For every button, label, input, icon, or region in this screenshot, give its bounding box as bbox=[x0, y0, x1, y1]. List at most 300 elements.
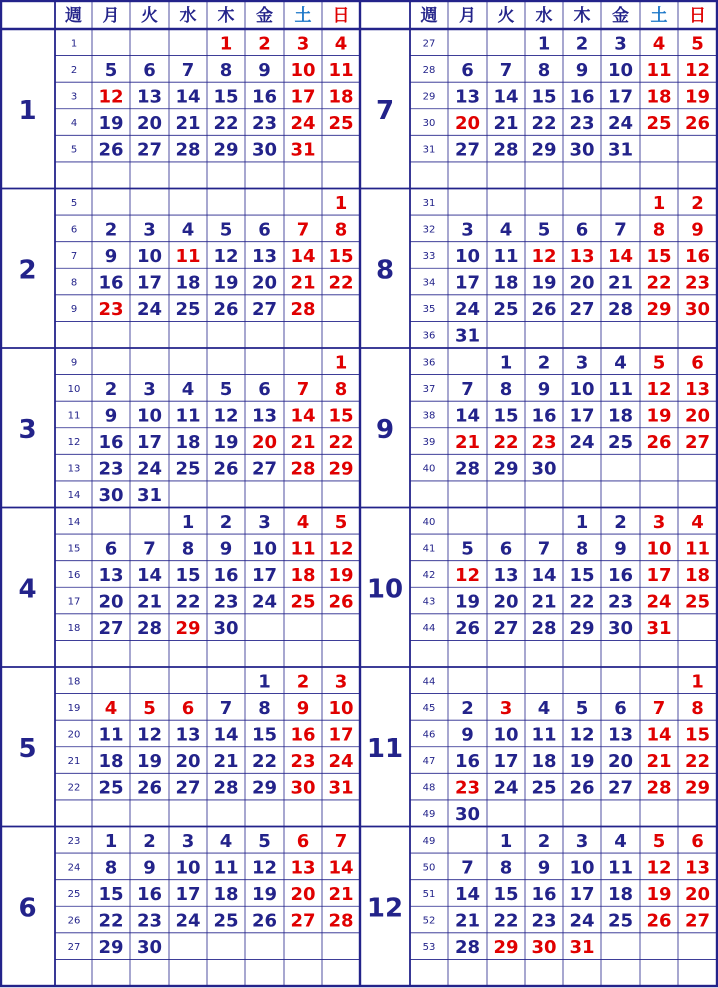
week-number: 14 bbox=[67, 490, 81, 502]
day-cell: 29 bbox=[175, 618, 201, 640]
day-cell: 12 bbox=[328, 538, 354, 560]
day-cell: 23 bbox=[531, 432, 557, 454]
day-cell: 12 bbox=[98, 86, 124, 108]
day-cell: 16 bbox=[607, 564, 634, 586]
day-cell: 10 bbox=[646, 538, 672, 560]
week-number: 39 bbox=[422, 437, 436, 449]
day-cell: 27 bbox=[251, 458, 278, 480]
day-cell: 13 bbox=[251, 405, 278, 427]
day-cell: 10 bbox=[136, 245, 163, 267]
day-cell: 1 bbox=[499, 830, 513, 852]
day-cell: 30 bbox=[684, 299, 711, 321]
day-cell: 5 bbox=[691, 33, 704, 55]
day-cell: 12 bbox=[684, 59, 711, 81]
day-cell: 29 bbox=[251, 777, 278, 799]
week-number: 42 bbox=[422, 569, 436, 581]
day-cell: 21 bbox=[454, 910, 481, 932]
day-cell: 30 bbox=[213, 618, 239, 640]
week-number: 12 bbox=[67, 437, 81, 449]
day-cell: 5 bbox=[143, 697, 156, 719]
day-cell: 18 bbox=[328, 86, 354, 108]
week-number: 18 bbox=[67, 623, 81, 635]
day-cell: 1 bbox=[575, 511, 589, 533]
day-cell: 25 bbox=[290, 591, 316, 613]
day-cell: 9 bbox=[219, 538, 233, 560]
day-cell: 20 bbox=[569, 272, 595, 294]
day-cell: 3 bbox=[143, 378, 156, 400]
day-cell: 24 bbox=[136, 299, 163, 321]
week-number: 26 bbox=[67, 915, 81, 927]
day-cell: 26 bbox=[251, 910, 278, 932]
day-cell: 22 bbox=[213, 113, 239, 135]
day-cell: 16 bbox=[98, 272, 124, 294]
week-number: 7 bbox=[70, 250, 78, 262]
day-cell: 7 bbox=[143, 538, 156, 560]
day-cell: 27 bbox=[493, 618, 519, 640]
day-cell: 28 bbox=[136, 618, 163, 640]
day-cell: 30 bbox=[531, 458, 557, 480]
day-cell: 17 bbox=[251, 564, 278, 586]
day-cell: 11 bbox=[531, 724, 557, 746]
day-cell: 4 bbox=[219, 830, 233, 852]
day-cell: 2 bbox=[691, 192, 704, 214]
day-cell: 18 bbox=[175, 272, 201, 294]
day-cell: 22 bbox=[98, 910, 124, 932]
week-number: 28 bbox=[422, 64, 436, 76]
day-cell: 5 bbox=[219, 378, 233, 400]
day-cell: 7 bbox=[461, 857, 474, 879]
day-cell: 10 bbox=[328, 697, 354, 719]
day-cell: 9 bbox=[691, 219, 704, 241]
week-number: 44 bbox=[422, 623, 436, 635]
day-cell: 7 bbox=[499, 59, 513, 81]
header-day-right-0: 月 bbox=[459, 6, 476, 26]
day-cell: 19 bbox=[684, 86, 711, 108]
day-cell: 31 bbox=[607, 139, 634, 161]
day-cell: 1 bbox=[219, 33, 233, 55]
day-cell: 13 bbox=[290, 857, 316, 879]
day-cell: 15 bbox=[646, 245, 672, 267]
week-number: 4 bbox=[70, 118, 78, 130]
day-cell: 9 bbox=[296, 697, 310, 719]
day-cell: 1 bbox=[258, 671, 271, 693]
day-cell: 11 bbox=[684, 538, 711, 560]
day-cell: 1 bbox=[104, 830, 118, 852]
week-number: 49 bbox=[422, 835, 436, 847]
day-cell: 16 bbox=[290, 724, 316, 746]
day-cell: 21 bbox=[454, 432, 481, 454]
day-cell: 12 bbox=[136, 724, 163, 746]
week-number: 36 bbox=[422, 357, 436, 369]
day-cell: 3 bbox=[614, 33, 627, 55]
day-cell: 4 bbox=[334, 33, 348, 55]
day-cell: 4 bbox=[181, 378, 195, 400]
day-cell: 30 bbox=[290, 777, 316, 799]
day-cell: 24 bbox=[175, 910, 201, 932]
day-cell: 13 bbox=[684, 378, 711, 400]
day-cell: 11 bbox=[493, 245, 519, 267]
day-cell: 2 bbox=[219, 511, 233, 533]
day-cell: 18 bbox=[684, 564, 711, 586]
day-cell: 2 bbox=[537, 352, 551, 374]
day-cell: 15 bbox=[328, 405, 354, 427]
day-cell: 3 bbox=[334, 671, 348, 693]
day-cell: 24 bbox=[493, 777, 519, 799]
day-cell: 15 bbox=[531, 86, 557, 108]
day-cell: 14 bbox=[328, 857, 354, 879]
day-cell: 6 bbox=[575, 219, 589, 241]
header-day-right-1: 火 bbox=[497, 6, 515, 26]
day-cell: 21 bbox=[493, 113, 519, 135]
day-cell: 20 bbox=[251, 272, 278, 294]
day-cell: 18 bbox=[290, 564, 316, 586]
day-cell: 28 bbox=[493, 139, 519, 161]
day-cell: 21 bbox=[531, 591, 557, 613]
week-number: 21 bbox=[67, 756, 81, 768]
day-cell: 22 bbox=[251, 751, 278, 773]
day-cell: 19 bbox=[251, 883, 278, 905]
week-number: 50 bbox=[422, 862, 436, 874]
week-number: 31 bbox=[422, 144, 436, 156]
day-cell: 4 bbox=[181, 219, 195, 241]
day-cell: 11 bbox=[175, 405, 201, 427]
header-day-left-2: 水 bbox=[179, 6, 197, 26]
day-cell: 23 bbox=[98, 458, 124, 480]
day-cell: 3 bbox=[652, 511, 666, 533]
week-number: 37 bbox=[422, 383, 436, 395]
day-cell: 3 bbox=[461, 219, 474, 241]
day-cell: 17 bbox=[136, 272, 163, 294]
day-cell: 24 bbox=[646, 591, 672, 613]
day-cell: 7 bbox=[296, 219, 310, 241]
day-cell: 4 bbox=[652, 33, 666, 55]
day-cell: 18 bbox=[646, 86, 672, 108]
day-cell: 6 bbox=[499, 538, 513, 560]
day-cell: 16 bbox=[98, 432, 124, 454]
day-cell: 31 bbox=[646, 618, 672, 640]
day-cell: 1 bbox=[652, 192, 666, 214]
day-cell: 1 bbox=[334, 192, 348, 214]
day-cell: 27 bbox=[569, 299, 595, 321]
day-cell: 26 bbox=[328, 591, 354, 613]
day-cell: 6 bbox=[181, 697, 195, 719]
day-cell: 8 bbox=[499, 857, 513, 879]
week-number: 3 bbox=[70, 91, 78, 103]
day-cell: 4 bbox=[296, 511, 310, 533]
day-cell: 13 bbox=[607, 724, 634, 746]
day-cell: 25 bbox=[684, 591, 711, 613]
day-cell: 1 bbox=[537, 33, 551, 55]
week-number: 16 bbox=[67, 569, 81, 581]
month-label-6: 6 bbox=[18, 893, 37, 924]
week-number: 10 bbox=[67, 383, 81, 395]
day-cell: 25 bbox=[493, 299, 519, 321]
day-cell: 16 bbox=[136, 883, 163, 905]
day-cell: 2 bbox=[143, 830, 156, 852]
month-label-1: 1 bbox=[18, 95, 37, 126]
day-cell: 3 bbox=[499, 697, 513, 719]
week-number: 46 bbox=[422, 729, 436, 741]
day-cell: 14 bbox=[607, 245, 634, 267]
day-cell: 17 bbox=[493, 751, 519, 773]
day-cell: 17 bbox=[569, 405, 595, 427]
day-cell: 11 bbox=[607, 378, 634, 400]
week-number: 36 bbox=[422, 330, 436, 342]
day-cell: 18 bbox=[175, 432, 201, 454]
day-cell: 31 bbox=[328, 777, 354, 799]
week-number: 17 bbox=[67, 596, 81, 608]
day-cell: 10 bbox=[569, 378, 595, 400]
day-cell: 20 bbox=[454, 113, 481, 135]
day-cell: 21 bbox=[607, 272, 634, 294]
day-cell: 25 bbox=[213, 910, 239, 932]
day-cell: 28 bbox=[290, 458, 316, 480]
day-cell: 14 bbox=[454, 883, 481, 905]
day-cell: 16 bbox=[531, 405, 557, 427]
day-cell: 6 bbox=[691, 830, 704, 852]
day-cell: 28 bbox=[454, 937, 481, 959]
week-number: 9 bbox=[70, 357, 78, 369]
day-cell: 19 bbox=[569, 751, 595, 773]
day-cell: 19 bbox=[98, 113, 124, 135]
day-cell: 18 bbox=[531, 751, 557, 773]
day-cell: 17 bbox=[569, 883, 595, 905]
day-cell: 11 bbox=[328, 59, 354, 81]
day-cell: 24 bbox=[454, 299, 481, 321]
header-day-right-5: 土 bbox=[650, 6, 668, 26]
day-cell: 9 bbox=[461, 724, 474, 746]
day-cell: 21 bbox=[290, 272, 316, 294]
day-cell: 18 bbox=[98, 751, 124, 773]
week-number: 52 bbox=[422, 915, 436, 927]
month-label-7: 7 bbox=[375, 95, 395, 126]
day-cell: 7 bbox=[219, 697, 233, 719]
day-cell: 29 bbox=[493, 458, 519, 480]
day-cell: 20 bbox=[251, 432, 278, 454]
week-number: 27 bbox=[67, 942, 81, 954]
week-number: 11 bbox=[67, 410, 81, 422]
header-day-left-5: 土 bbox=[294, 6, 312, 26]
day-cell: 5 bbox=[104, 59, 118, 81]
day-cell: 6 bbox=[614, 697, 627, 719]
day-cell: 10 bbox=[454, 245, 481, 267]
day-cell: 6 bbox=[296, 830, 310, 852]
day-cell: 19 bbox=[213, 272, 239, 294]
day-cell: 5 bbox=[219, 219, 233, 241]
day-cell: 27 bbox=[136, 139, 163, 161]
day-cell: 27 bbox=[454, 139, 481, 161]
week-number: 9 bbox=[70, 304, 78, 316]
day-cell: 28 bbox=[454, 458, 481, 480]
day-cell: 25 bbox=[98, 777, 124, 799]
day-cell: 22 bbox=[531, 113, 557, 135]
day-cell: 6 bbox=[461, 59, 474, 81]
day-cell: 15 bbox=[684, 724, 711, 746]
week-number: 43 bbox=[422, 596, 436, 608]
week-number: 5 bbox=[70, 144, 78, 156]
day-cell: 8 bbox=[258, 697, 271, 719]
header-day-right-2: 水 bbox=[535, 6, 553, 26]
day-cell: 6 bbox=[104, 538, 118, 560]
header-day-right-3: 木 bbox=[573, 6, 591, 26]
day-cell: 10 bbox=[607, 59, 634, 81]
day-cell: 21 bbox=[328, 883, 354, 905]
day-cell: 26 bbox=[136, 777, 163, 799]
day-cell: 12 bbox=[251, 857, 278, 879]
day-cell: 28 bbox=[328, 910, 354, 932]
day-cell: 4 bbox=[104, 697, 118, 719]
day-cell: 11 bbox=[607, 857, 634, 879]
day-cell: 29 bbox=[684, 777, 711, 799]
week-number: 35 bbox=[422, 304, 436, 316]
day-cell: 9 bbox=[614, 538, 627, 560]
day-cell: 15 bbox=[251, 724, 278, 746]
day-cell: 2 bbox=[104, 219, 118, 241]
day-cell: 18 bbox=[213, 883, 239, 905]
month-label-11: 11 bbox=[366, 733, 404, 764]
day-cell: 22 bbox=[328, 432, 354, 454]
day-cell: 25 bbox=[646, 113, 672, 135]
day-cell: 16 bbox=[213, 564, 239, 586]
header-week-right: 週 bbox=[420, 6, 438, 26]
header-day-right-4: 金 bbox=[612, 6, 629, 26]
day-cell: 26 bbox=[646, 432, 672, 454]
day-cell: 8 bbox=[537, 59, 551, 81]
day-cell: 25 bbox=[607, 432, 634, 454]
day-cell: 9 bbox=[537, 378, 551, 400]
day-cell: 27 bbox=[251, 299, 278, 321]
week-number: 31 bbox=[422, 197, 436, 209]
week-number: 40 bbox=[422, 516, 436, 528]
week-number: 15 bbox=[67, 543, 81, 555]
day-cell: 9 bbox=[104, 245, 118, 267]
week-number: 45 bbox=[422, 702, 436, 714]
day-cell: 24 bbox=[569, 910, 595, 932]
day-cell: 28 bbox=[175, 139, 201, 161]
week-number: 24 bbox=[67, 862, 81, 874]
day-cell: 6 bbox=[691, 352, 704, 374]
day-cell: 15 bbox=[328, 245, 354, 267]
day-cell: 25 bbox=[175, 299, 201, 321]
month-label-10: 10 bbox=[366, 574, 404, 605]
day-cell: 5 bbox=[652, 352, 666, 374]
day-cell: 7 bbox=[181, 59, 195, 81]
day-cell: 29 bbox=[569, 618, 595, 640]
week-number: 29 bbox=[422, 91, 436, 103]
day-cell: 30 bbox=[98, 485, 124, 507]
day-cell: 18 bbox=[607, 405, 634, 427]
day-cell: 20 bbox=[684, 883, 711, 905]
day-cell: 31 bbox=[454, 325, 481, 347]
day-cell: 19 bbox=[213, 432, 239, 454]
day-cell: 11 bbox=[98, 724, 124, 746]
header-day-left-1: 火 bbox=[141, 6, 158, 26]
day-cell: 12 bbox=[213, 245, 239, 267]
day-cell: 14 bbox=[290, 405, 316, 427]
day-cell: 13 bbox=[569, 245, 595, 267]
day-cell: 5 bbox=[334, 511, 348, 533]
day-cell: 17 bbox=[328, 724, 354, 746]
day-cell: 31 bbox=[136, 485, 163, 507]
day-cell: 24 bbox=[607, 113, 634, 135]
day-cell: 14 bbox=[454, 405, 481, 427]
day-cell: 10 bbox=[136, 405, 163, 427]
day-cell: 8 bbox=[575, 538, 589, 560]
day-cell: 21 bbox=[213, 751, 239, 773]
day-cell: 22 bbox=[684, 751, 711, 773]
day-cell: 22 bbox=[493, 432, 519, 454]
day-cell: 10 bbox=[175, 857, 201, 879]
day-cell: 5 bbox=[537, 219, 551, 241]
month-label-4: 4 bbox=[18, 574, 37, 605]
day-cell: 29 bbox=[98, 937, 124, 959]
day-cell: 6 bbox=[258, 378, 271, 400]
header-day-right-6: 日 bbox=[689, 6, 706, 26]
day-cell: 13 bbox=[454, 86, 481, 108]
day-cell: 27 bbox=[684, 910, 711, 932]
day-cell: 8 bbox=[334, 219, 348, 241]
day-cell: 10 bbox=[251, 538, 278, 560]
day-cell: 7 bbox=[537, 538, 551, 560]
day-cell: 8 bbox=[499, 378, 513, 400]
day-cell: 20 bbox=[607, 751, 634, 773]
day-cell: 23 bbox=[251, 113, 278, 135]
week-number: 44 bbox=[422, 676, 436, 688]
day-cell: 22 bbox=[493, 910, 519, 932]
week-number: 38 bbox=[422, 410, 436, 422]
day-cell: 12 bbox=[569, 724, 595, 746]
day-cell: 3 bbox=[575, 352, 589, 374]
day-cell: 30 bbox=[531, 937, 557, 959]
day-cell: 16 bbox=[454, 751, 481, 773]
day-cell: 21 bbox=[175, 113, 201, 135]
week-number: 13 bbox=[67, 463, 81, 475]
day-cell: 3 bbox=[143, 219, 156, 241]
day-cell: 2 bbox=[575, 33, 589, 55]
day-cell: 1 bbox=[499, 352, 513, 374]
day-cell: 12 bbox=[213, 405, 239, 427]
day-cell: 15 bbox=[493, 405, 519, 427]
day-cell: 2 bbox=[104, 378, 118, 400]
day-cell: 2 bbox=[296, 671, 310, 693]
day-cell: 3 bbox=[575, 830, 589, 852]
day-cell: 26 bbox=[684, 113, 711, 135]
month-label-9: 9 bbox=[375, 414, 395, 445]
day-cell: 19 bbox=[136, 751, 163, 773]
day-cell: 20 bbox=[175, 751, 201, 773]
day-cell: 2 bbox=[614, 511, 627, 533]
week-number: 27 bbox=[422, 38, 436, 50]
day-cell: 18 bbox=[493, 272, 519, 294]
week-number: 5 bbox=[70, 197, 78, 209]
day-cell: 7 bbox=[614, 219, 627, 241]
day-cell: 10 bbox=[569, 857, 595, 879]
day-cell: 7 bbox=[296, 378, 310, 400]
week-number: 48 bbox=[422, 782, 436, 794]
day-cell: 14 bbox=[136, 564, 163, 586]
day-cell: 22 bbox=[328, 272, 354, 294]
day-cell: 25 bbox=[607, 910, 634, 932]
day-cell: 4 bbox=[537, 697, 551, 719]
day-cell: 2 bbox=[537, 830, 551, 852]
day-cell: 23 bbox=[290, 751, 316, 773]
day-cell: 2 bbox=[461, 697, 474, 719]
day-cell: 14 bbox=[213, 724, 239, 746]
day-cell: 5 bbox=[575, 697, 589, 719]
day-cell: 10 bbox=[290, 59, 316, 81]
day-cell: 30 bbox=[569, 139, 595, 161]
week-number: 14 bbox=[67, 516, 81, 528]
